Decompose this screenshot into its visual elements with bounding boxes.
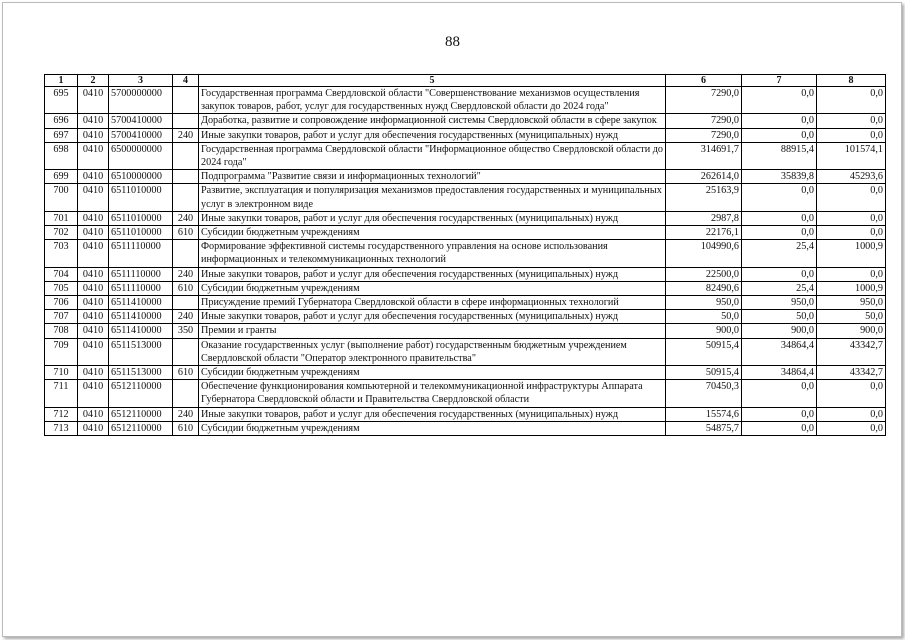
- amount-col-7-cell: 50,0: [742, 310, 817, 324]
- row-number-cell: 699: [45, 170, 78, 184]
- amount-col-7-cell: 35839,8: [742, 170, 817, 184]
- expense-type-cell: [173, 114, 199, 128]
- target-article-cell: 6510000000: [109, 170, 173, 184]
- row-number-cell: 696: [45, 114, 78, 128]
- section-code-cell: 0410: [78, 240, 109, 267]
- table-row: [45, 87, 886, 114]
- amount-col-8-cell: 1000,9: [817, 240, 886, 267]
- amount-col-6-cell: 314691,7: [666, 142, 742, 169]
- table-row: [45, 170, 886, 184]
- amount-col-8-cell: 1000,9: [817, 281, 886, 295]
- table-row: [45, 338, 886, 365]
- item-name-cell: Государственная программа Свердловской области "Совершенствование механизмов осуществления закупок товаров, работ, услуг для государственных нужд Свердловской области до 2024 года": [199, 87, 666, 114]
- item-name-cell: Государственная программа Свердловской области "Информационное общество Свердловской области до 2024 года": [199, 142, 666, 169]
- amount-col-7-cell: 34864,4: [742, 338, 817, 365]
- section-code-cell: 0410: [78, 128, 109, 142]
- section-code-cell: 0410: [78, 267, 109, 281]
- row-number-cell: 710: [45, 366, 78, 380]
- amount-col-8-cell: 0,0: [817, 211, 886, 225]
- item-name-cell: Иные закупки товаров, работ и услуг для обеспечения государственных (муниципальных) нужд: [199, 407, 666, 421]
- row-number-cell: 701: [45, 211, 78, 225]
- section-code-cell: 0410: [78, 310, 109, 324]
- row-number-cell: 705: [45, 281, 78, 295]
- section-code-cell: 0410: [78, 226, 109, 240]
- item-name-cell: Субсидии бюджетным учреждениям: [199, 366, 666, 380]
- item-name-cell: Субсидии бюджетным учреждениям: [199, 226, 666, 240]
- target-article-cell: 6511110000: [109, 267, 173, 281]
- amount-col-7-cell: 25,4: [742, 281, 817, 295]
- amount-col-8-cell: 0,0: [817, 184, 886, 211]
- amount-col-6-cell: 900,0: [666, 324, 742, 338]
- row-number-cell: 697: [45, 128, 78, 142]
- amount-col-6-cell: 82490,6: [666, 281, 742, 295]
- expense-type-cell: [173, 240, 199, 267]
- amount-col-7-cell: 0,0: [742, 267, 817, 281]
- target-article-cell: 6511010000: [109, 211, 173, 225]
- header-col-7: 7: [742, 75, 817, 87]
- amount-col-6-cell: 50915,4: [666, 366, 742, 380]
- amount-col-7-cell: 0,0: [742, 87, 817, 114]
- row-number-cell: 703: [45, 240, 78, 267]
- amount-col-7-cell: 0,0: [742, 184, 817, 211]
- item-name-cell: Субсидии бюджетным учреждениям: [199, 281, 666, 295]
- amount-col-8-cell: 0,0: [817, 128, 886, 142]
- expense-type-cell: 350: [173, 324, 199, 338]
- row-number-cell: 706: [45, 296, 78, 310]
- row-number-cell: 708: [45, 324, 78, 338]
- amount-col-8-cell: 0,0: [817, 267, 886, 281]
- table-body: [45, 87, 886, 436]
- row-number-cell: 707: [45, 310, 78, 324]
- expense-type-cell: 240: [173, 267, 199, 281]
- header-col-5: 5: [199, 75, 666, 87]
- expense-type-cell: 610: [173, 421, 199, 435]
- expense-type-cell: 610: [173, 226, 199, 240]
- header-col-4: 4: [173, 75, 199, 87]
- target-article-cell: 6512110000: [109, 407, 173, 421]
- target-article-cell: 6512110000: [109, 380, 173, 407]
- amount-col-6-cell: 2987,8: [666, 211, 742, 225]
- amount-col-6-cell: 22500,0: [666, 267, 742, 281]
- amount-col-7-cell: 0,0: [742, 226, 817, 240]
- target-article-cell: 5700000000: [109, 87, 173, 114]
- amount-col-6-cell: 22176,1: [666, 226, 742, 240]
- table-header-row: [45, 75, 886, 87]
- amount-col-7-cell: 0,0: [742, 380, 817, 407]
- section-code-cell: 0410: [78, 338, 109, 365]
- amount-col-6-cell: 262614,0: [666, 170, 742, 184]
- row-number-cell: 695: [45, 87, 78, 114]
- amount-col-6-cell: 7290,0: [666, 128, 742, 142]
- header-col-8: 8: [817, 75, 886, 87]
- expense-type-cell: [173, 380, 199, 407]
- table-row: [45, 240, 886, 267]
- section-code-cell: 0410: [78, 366, 109, 380]
- target-article-cell: 6511410000: [109, 324, 173, 338]
- amount-col-8-cell: 0,0: [817, 380, 886, 407]
- amount-col-8-cell: 45293,6: [817, 170, 886, 184]
- table-row: [45, 310, 886, 324]
- item-name-cell: Присуждение премий Губернатора Свердловской области в сфере информационных технологий: [199, 296, 666, 310]
- budget-table: [44, 74, 886, 436]
- row-number-cell: 711: [45, 380, 78, 407]
- item-name-cell: Иные закупки товаров, работ и услуг для обеспечения государственных (муниципальных) нужд: [199, 310, 666, 324]
- amount-col-6-cell: 54875,7: [666, 421, 742, 435]
- amount-col-7-cell: 0,0: [742, 128, 817, 142]
- amount-col-8-cell: 50,0: [817, 310, 886, 324]
- amount-col-7-cell: 900,0: [742, 324, 817, 338]
- item-name-cell: Иные закупки товаров, работ и услуг для обеспечения государственных (муниципальных) нужд: [199, 267, 666, 281]
- amount-col-8-cell: 43342,7: [817, 338, 886, 365]
- target-article-cell: 6511010000: [109, 226, 173, 240]
- amount-col-8-cell: 0,0: [817, 87, 886, 114]
- amount-col-8-cell: 0,0: [817, 226, 886, 240]
- target-article-cell: 5700410000: [109, 128, 173, 142]
- table-row: [45, 142, 886, 169]
- target-article-cell: 6500000000: [109, 142, 173, 169]
- row-number-cell: 704: [45, 267, 78, 281]
- expense-type-cell: [173, 170, 199, 184]
- header-col-2: 2: [78, 75, 109, 87]
- section-code-cell: 0410: [78, 87, 109, 114]
- row-number-cell: 712: [45, 407, 78, 421]
- section-code-cell: 0410: [78, 324, 109, 338]
- item-name-cell: Развитие, эксплуатация и популяризация механизмов предоставления государственных и муниципальных услуг в электронном виде: [199, 184, 666, 211]
- section-code-cell: 0410: [78, 281, 109, 295]
- target-article-cell: 6511410000: [109, 310, 173, 324]
- amount-col-8-cell: 43342,7: [817, 366, 886, 380]
- target-article-cell: 5700410000: [109, 114, 173, 128]
- target-article-cell: 6511010000: [109, 184, 173, 211]
- table-row: [45, 296, 886, 310]
- amount-col-6-cell: 70450,3: [666, 380, 742, 407]
- item-name-cell: Подпрограмма "Развитие связи и информационных технологий": [199, 170, 666, 184]
- row-number-cell: 713: [45, 421, 78, 435]
- item-name-cell: Формирование эффективной системы государственного управления на основе использования информационных и телекоммуникационных технологий: [199, 240, 666, 267]
- table-row: [45, 407, 886, 421]
- target-article-cell: 6511110000: [109, 281, 173, 295]
- item-name-cell: Иные закупки товаров, работ и услуг для обеспечения государственных (муниципальных) нужд: [199, 128, 666, 142]
- table-row: [45, 366, 886, 380]
- section-code-cell: 0410: [78, 211, 109, 225]
- target-article-cell: 6511513000: [109, 338, 173, 365]
- section-code-cell: 0410: [78, 184, 109, 211]
- item-name-cell: Субсидии бюджетным учреждениям: [199, 421, 666, 435]
- section-code-cell: 0410: [78, 114, 109, 128]
- expense-type-cell: [173, 87, 199, 114]
- expense-type-cell: [173, 296, 199, 310]
- amount-col-6-cell: 7290,0: [666, 87, 742, 114]
- section-code-cell: 0410: [78, 296, 109, 310]
- section-code-cell: 0410: [78, 421, 109, 435]
- amount-col-6-cell: 50,0: [666, 310, 742, 324]
- target-article-cell: 6511110000: [109, 240, 173, 267]
- section-code-cell: 0410: [78, 380, 109, 407]
- table-row: [45, 421, 886, 435]
- header-col-3: 3: [109, 75, 173, 87]
- amount-col-7-cell: 0,0: [742, 114, 817, 128]
- amount-col-6-cell: 7290,0: [666, 114, 742, 128]
- amount-col-8-cell: 101574,1: [817, 142, 886, 169]
- amount-col-6-cell: 950,0: [666, 296, 742, 310]
- amount-col-6-cell: 104990,6: [666, 240, 742, 267]
- target-article-cell: 6512110000: [109, 421, 173, 435]
- amount-col-8-cell: 0,0: [817, 421, 886, 435]
- page-number: 88: [445, 34, 460, 50]
- expense-type-cell: [173, 338, 199, 365]
- expense-type-cell: 240: [173, 310, 199, 324]
- amount-col-8-cell: 900,0: [817, 324, 886, 338]
- row-number-cell: 698: [45, 142, 78, 169]
- amount-col-7-cell: 34864,4: [742, 366, 817, 380]
- table-row: [45, 267, 886, 281]
- expense-type-cell: 610: [173, 366, 199, 380]
- row-number-cell: 702: [45, 226, 78, 240]
- amount-col-6-cell: 50915,4: [666, 338, 742, 365]
- target-article-cell: 6511410000: [109, 296, 173, 310]
- amount-col-8-cell: 0,0: [817, 407, 886, 421]
- amount-col-7-cell: 25,4: [742, 240, 817, 267]
- row-number-cell: 700: [45, 184, 78, 211]
- table-row: [45, 226, 886, 240]
- section-code-cell: 0410: [78, 142, 109, 169]
- amount-col-7-cell: 0,0: [742, 211, 817, 225]
- table-row: [45, 380, 886, 407]
- item-name-cell: Оказание государственных услуг (выполнение работ) государственным бюджетным учреждением Свердловской области "Оператор электронного правительства": [199, 338, 666, 365]
- amount-col-7-cell: 950,0: [742, 296, 817, 310]
- table-row: [45, 211, 886, 225]
- header-col-1: 1: [45, 75, 78, 87]
- amount-col-8-cell: 0,0: [817, 114, 886, 128]
- section-code-cell: 0410: [78, 170, 109, 184]
- table-row: [45, 281, 886, 295]
- table-row: [45, 184, 886, 211]
- row-number-cell: 709: [45, 338, 78, 365]
- expense-type-cell: [173, 142, 199, 169]
- item-name-cell: Иные закупки товаров, работ и услуг для обеспечения государственных (муниципальных) нужд: [199, 211, 666, 225]
- expense-type-cell: 240: [173, 128, 199, 142]
- item-name-cell: Обеспечение функционирования компьютерной и телекоммуникационной инфраструктуры Аппарата Губернатора Свердловской области и Правительства Свердловской области: [199, 380, 666, 407]
- expense-type-cell: 240: [173, 211, 199, 225]
- amount-col-6-cell: 15574,6: [666, 407, 742, 421]
- amount-col-6-cell: 25163,9: [666, 184, 742, 211]
- item-name-cell: Премии и гранты: [199, 324, 666, 338]
- amount-col-7-cell: 88915,4: [742, 142, 817, 169]
- expense-type-cell: 240: [173, 407, 199, 421]
- amount-col-8-cell: 950,0: [817, 296, 886, 310]
- table-row: [45, 324, 886, 338]
- expense-type-cell: 610: [173, 281, 199, 295]
- amount-col-7-cell: 0,0: [742, 421, 817, 435]
- item-name-cell: Доработка, развитие и сопровождение информационной системы Свердловской области в сфере закупок: [199, 114, 666, 128]
- expense-type-cell: [173, 184, 199, 211]
- table-row: [45, 114, 886, 128]
- amount-col-7-cell: 0,0: [742, 407, 817, 421]
- header-col-6: 6: [666, 75, 742, 87]
- section-code-cell: 0410: [78, 407, 109, 421]
- target-article-cell: 6511513000: [109, 366, 173, 380]
- table-row: [45, 128, 886, 142]
